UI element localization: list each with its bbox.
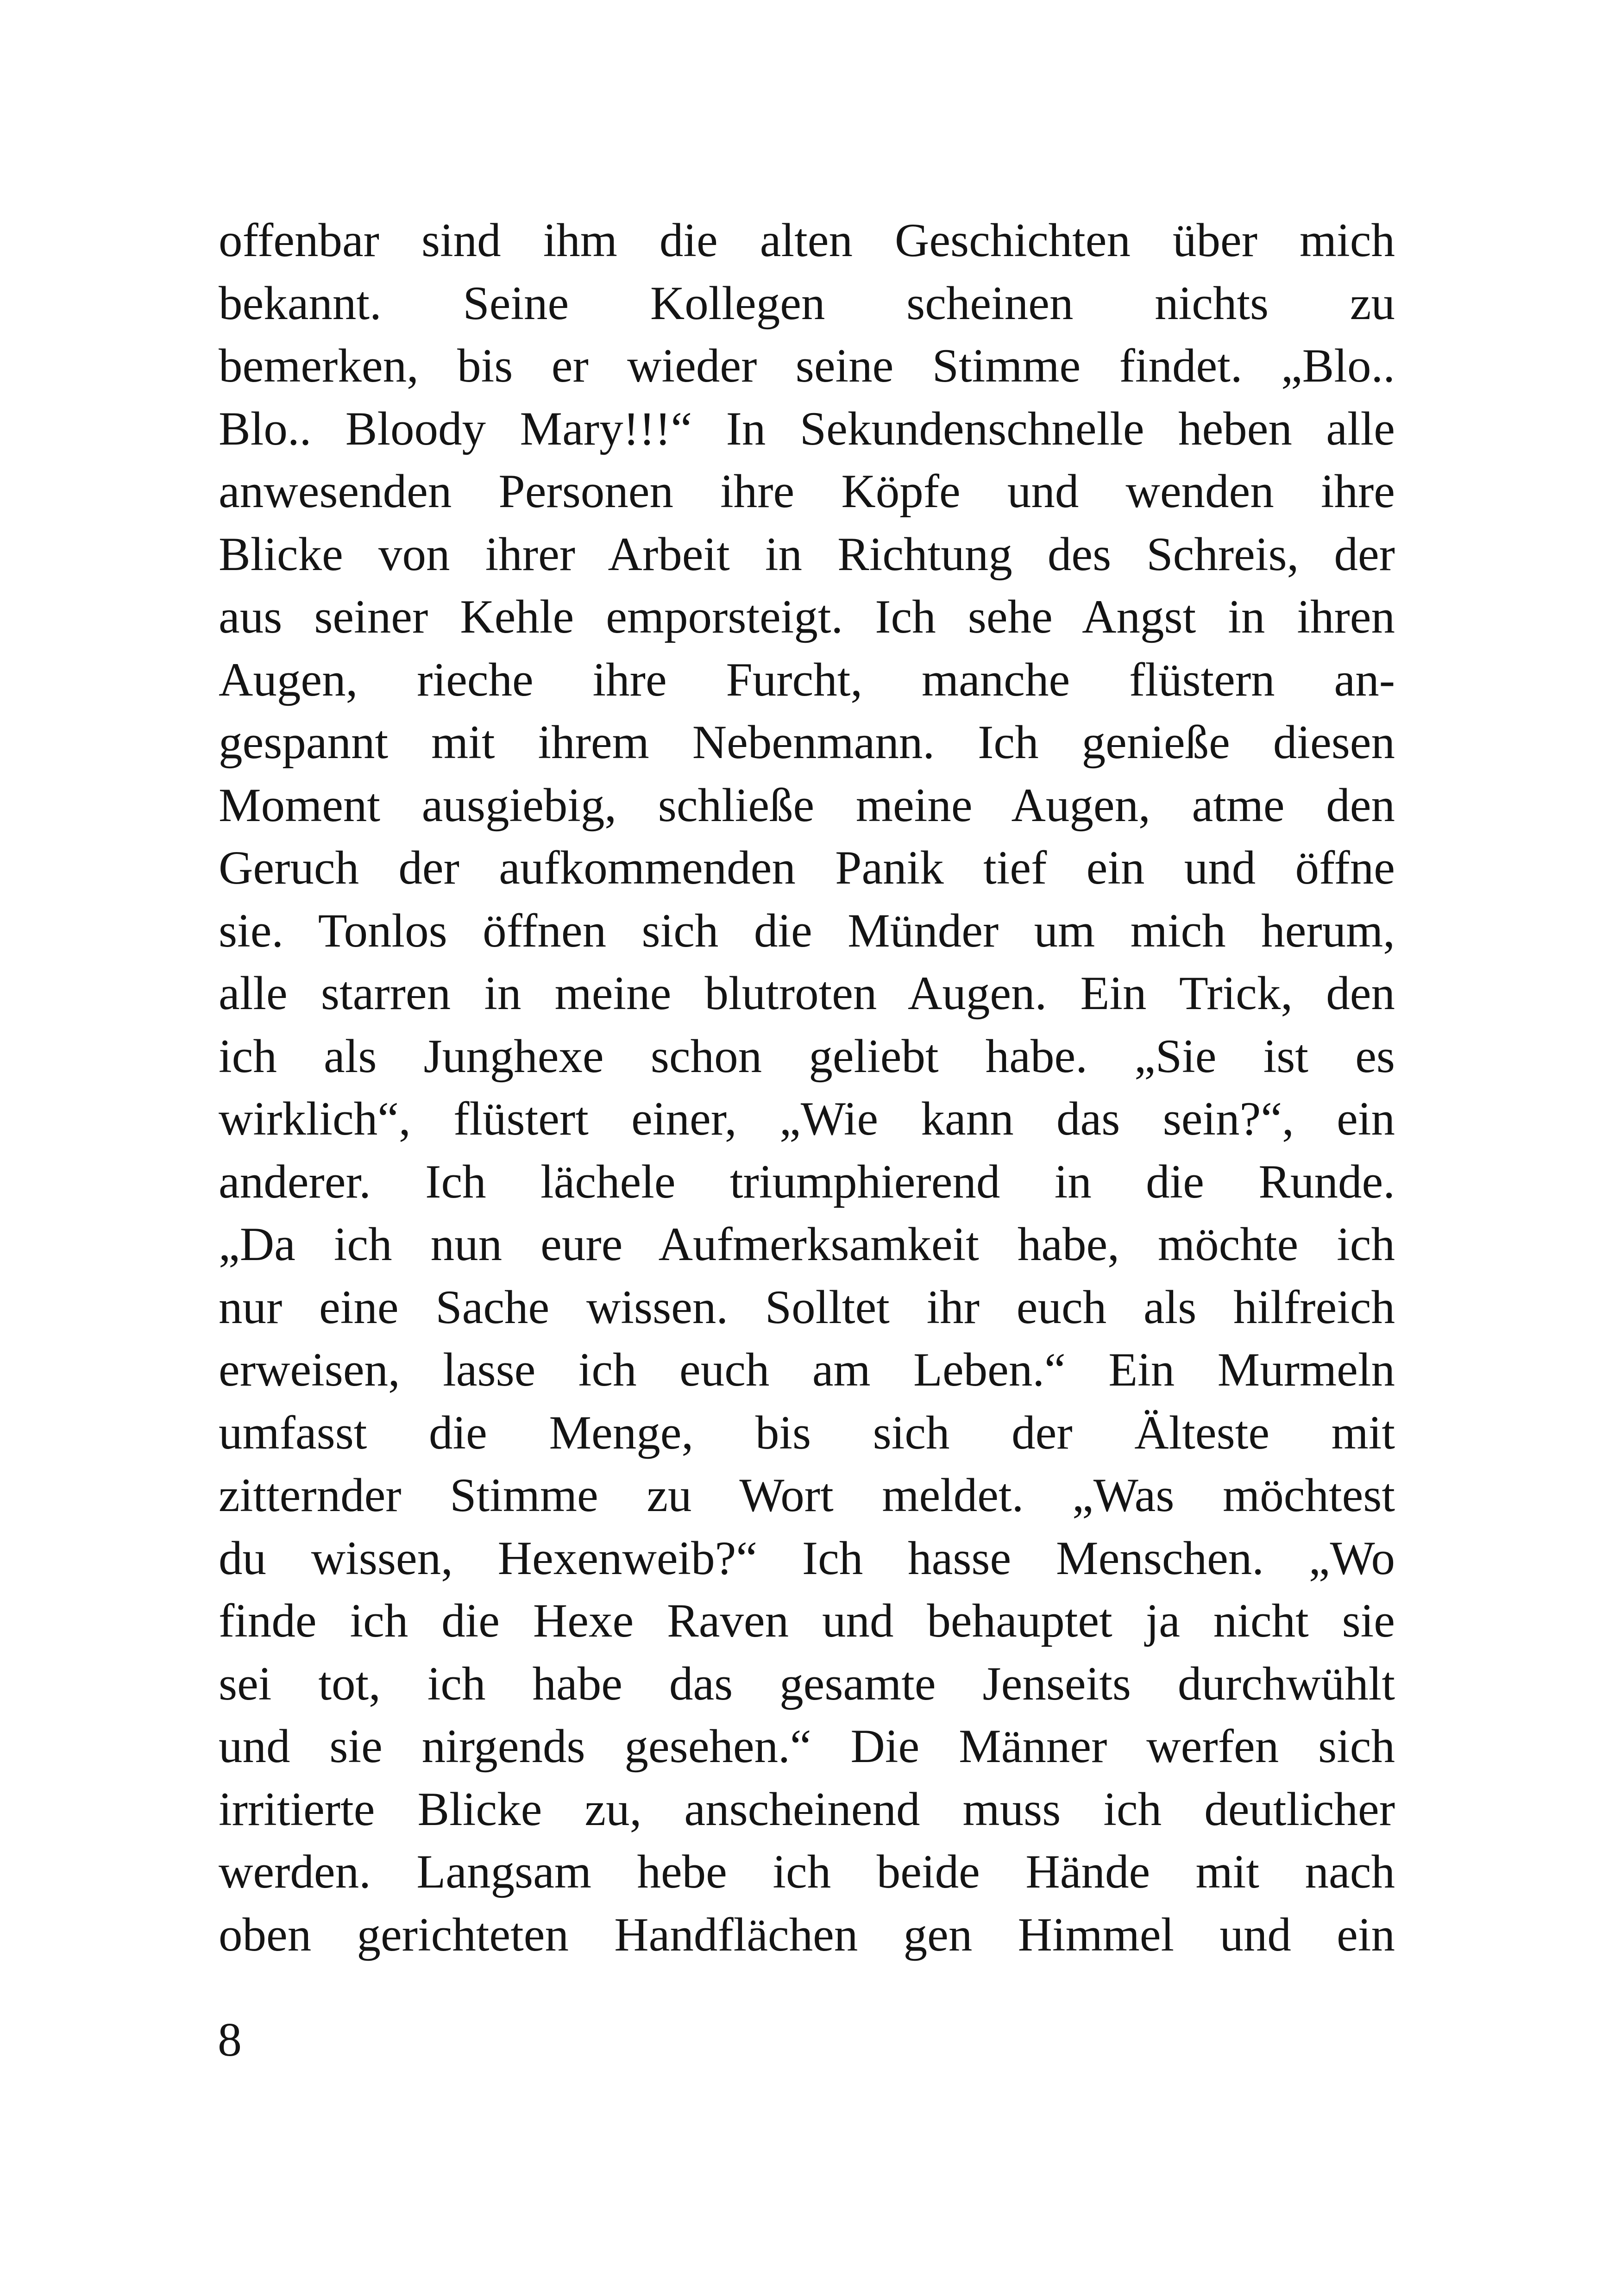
text-line: Blicke von ihrer Arbeit in Richtung des Schreis, der	[219, 527, 1395, 581]
page-number: 8	[218, 2013, 242, 2066]
text-line: finde ich die Hexe Raven und behauptet ja nicht sie	[219, 1594, 1395, 1647]
text-line: erweisen, lasse ich euch am Leben.“ Ein Murmeln	[219, 1343, 1395, 1396]
text-line: Augen, rieche ihre Furcht, manche flüstern an-	[219, 653, 1395, 706]
text-line: bemerken, bis er wieder seine Stimme findet. „Blo..	[219, 339, 1395, 392]
body-text	[219, 209, 1395, 1966]
text-line: und sie nirgends gesehen.“ Die Männer werfen sich	[219, 1720, 1395, 1773]
text-line: Geruch der aufkommenden Panik tief ein und öffne	[219, 841, 1395, 894]
text-line: irritierte Blicke zu, anscheinend muss ich deutlicher	[219, 1782, 1395, 1836]
text-line: oben gerichteten Handflächen gen Himmel und ein	[219, 1908, 1395, 1961]
text-line: bekannt. Seine Kollegen scheinen nichts zu	[219, 276, 1395, 330]
text-line: zitternder Stimme zu Wort meldet. „Was möchtest	[219, 1469, 1395, 1522]
text-line: alle starren in meine blutroten Augen. Ein Trick, den	[219, 967, 1395, 1020]
text-line: wirklich“, flüstert einer, „Wie kann das sein?“, ein	[219, 1092, 1395, 1145]
text-line: Moment ausgiebig, schließe meine Augen, atme den	[219, 778, 1395, 832]
text-line: aus seiner Kehle emporsteigt. Ich sehe Angst in ihren	[219, 590, 1395, 643]
text-line: du wissen, Hexenweib?“ Ich hasse Menschen. „Wo	[219, 1531, 1395, 1585]
text-line: offenbar sind ihm die alten Geschichten über mich	[219, 214, 1395, 267]
text-line: anwesenden Personen ihre Köpfe und wenden ihre	[219, 465, 1395, 518]
text-line: umfasst die Menge, bis sich der Älteste mit	[219, 1406, 1395, 1459]
text-line: Blo.. Bloody Mary!!!“ In Sekundenschnelle heben alle	[219, 402, 1395, 455]
text-line: gespannt mit ihrem Nebenmann. Ich genieße diesen	[219, 716, 1395, 769]
text-line: „Da ich nun eure Aufmerksamkeit habe, möchte ich	[219, 1218, 1395, 1271]
text-line: sie. Tonlos öffnen sich die Münder um mich herum,	[219, 904, 1395, 957]
text-line: anderer. Ich lächele triumphierend in die Runde.	[219, 1155, 1395, 1208]
text-line: werden. Langsam hebe ich beide Hände mit nach	[219, 1845, 1395, 1898]
text-line: sei tot, ich habe das gesamte Jenseits durchwühlt	[219, 1657, 1395, 1710]
text-line: nur eine Sache wissen. Solltet ihr euch als hilfreich	[219, 1280, 1395, 1334]
text-line: ich als Junghexe schon geliebt habe. „Sie ist es	[219, 1029, 1395, 1083]
